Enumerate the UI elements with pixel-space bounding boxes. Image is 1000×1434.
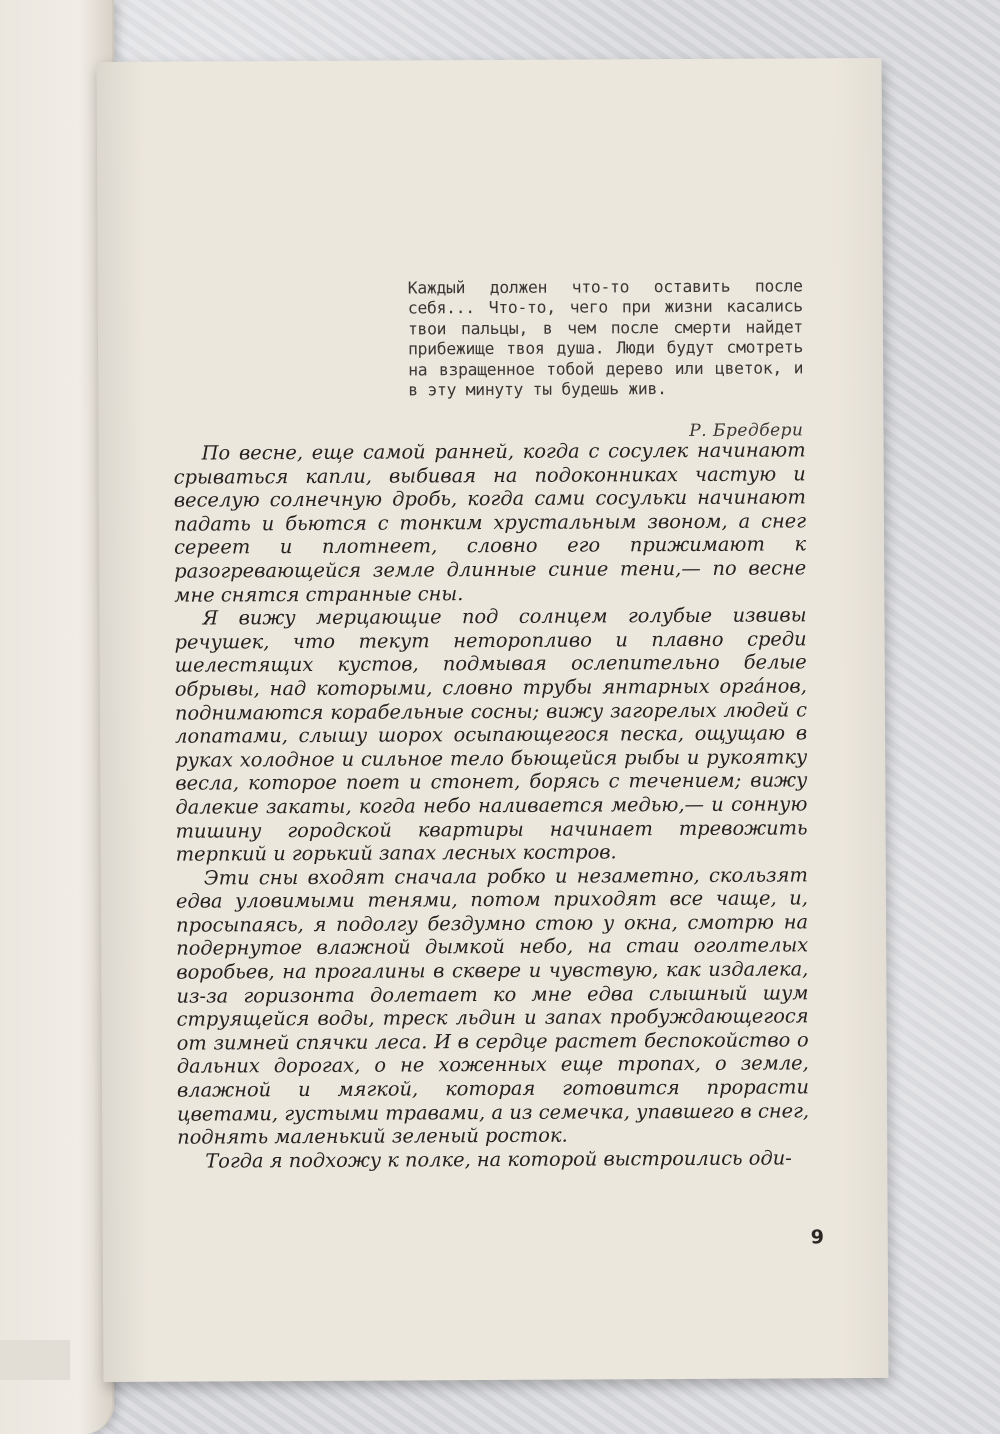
paragraph: Тогда я подхожу к полке, на которой выстроились оди- [205, 1146, 792, 1173]
epigraph-attribution: Р. Бредбери [689, 420, 804, 441]
paragraph: Эти сны входят сначала робко и незаметно, скользят едва уловимыми тенями, потом приходят все чаще, и, просыпаясь, я подолгу бездумно стою у окна, смотрю на подернутое влажной дымкой небо, на стаи оголтелых воробьев, на прогалины в сквере и чувствую, как издалека, из-за горизонта долетает ко мне едва слышный шум струящейся воды, треск льдин и запах пробуждающегося от зимней спячки леса. И в сердце растет беспокойство о дальних дорогах, о не хоженных еще тропах, о земле, влажной и мягкой, которая готовится прорасти цветами, густыми травами, а из семечка, упавшего в снег, поднять маленький зеленый росток. [175, 863, 810, 1149]
book-cover-edge [0, 1340, 70, 1380]
body-text [174, 438, 810, 1173]
book-page [97, 58, 889, 1382]
epigraph: Каждый должен что-то оставить после себя... Что-то, чего при жизни касались твои пальцы, в чем после смерти найдет прибежище твоя душа. Люди будут смотреть на взращенное тобой дерево или цветок, и в эту минуту ты будешь жив. [407, 276, 804, 400]
page-number: 9 [810, 1226, 825, 1249]
paragraph: По весне, еще самой ранней, когда с сосулек начинают срываться капли, выбивая на подоконниках частую и веселую солнечную дробь, когда сами сосульки начинают падать и бьются с тонким хрустальным звоном, а снег сереет и плотнеет, словно его прижимают к разогревающейся земле длинные синие тени,— по весне мне снятся странные сны. [173, 438, 807, 607]
paragraph: Я вижу мерцающие под солнцем голубые извивы речушек, что текут неторопливо и плавно среди шелестящих кустов, подмывая ослепительно белые обрывы, над которыми, словно трубы янтарных орга́нов, поднимаются корабельные сосны; вижу загорелых людей с лопатами, слышу шорох осыпающегося песка, ощущаю в руках холодное и сильное тело бьющейся рыбы и рукоятку весла, которое поет и стонет, борясь с течением; вижу далекие закаты, когда небо наливается медью,— и сонную тишину городской квартиры начинает тревожить терпкий и горький запах лесных костров. [174, 603, 808, 866]
